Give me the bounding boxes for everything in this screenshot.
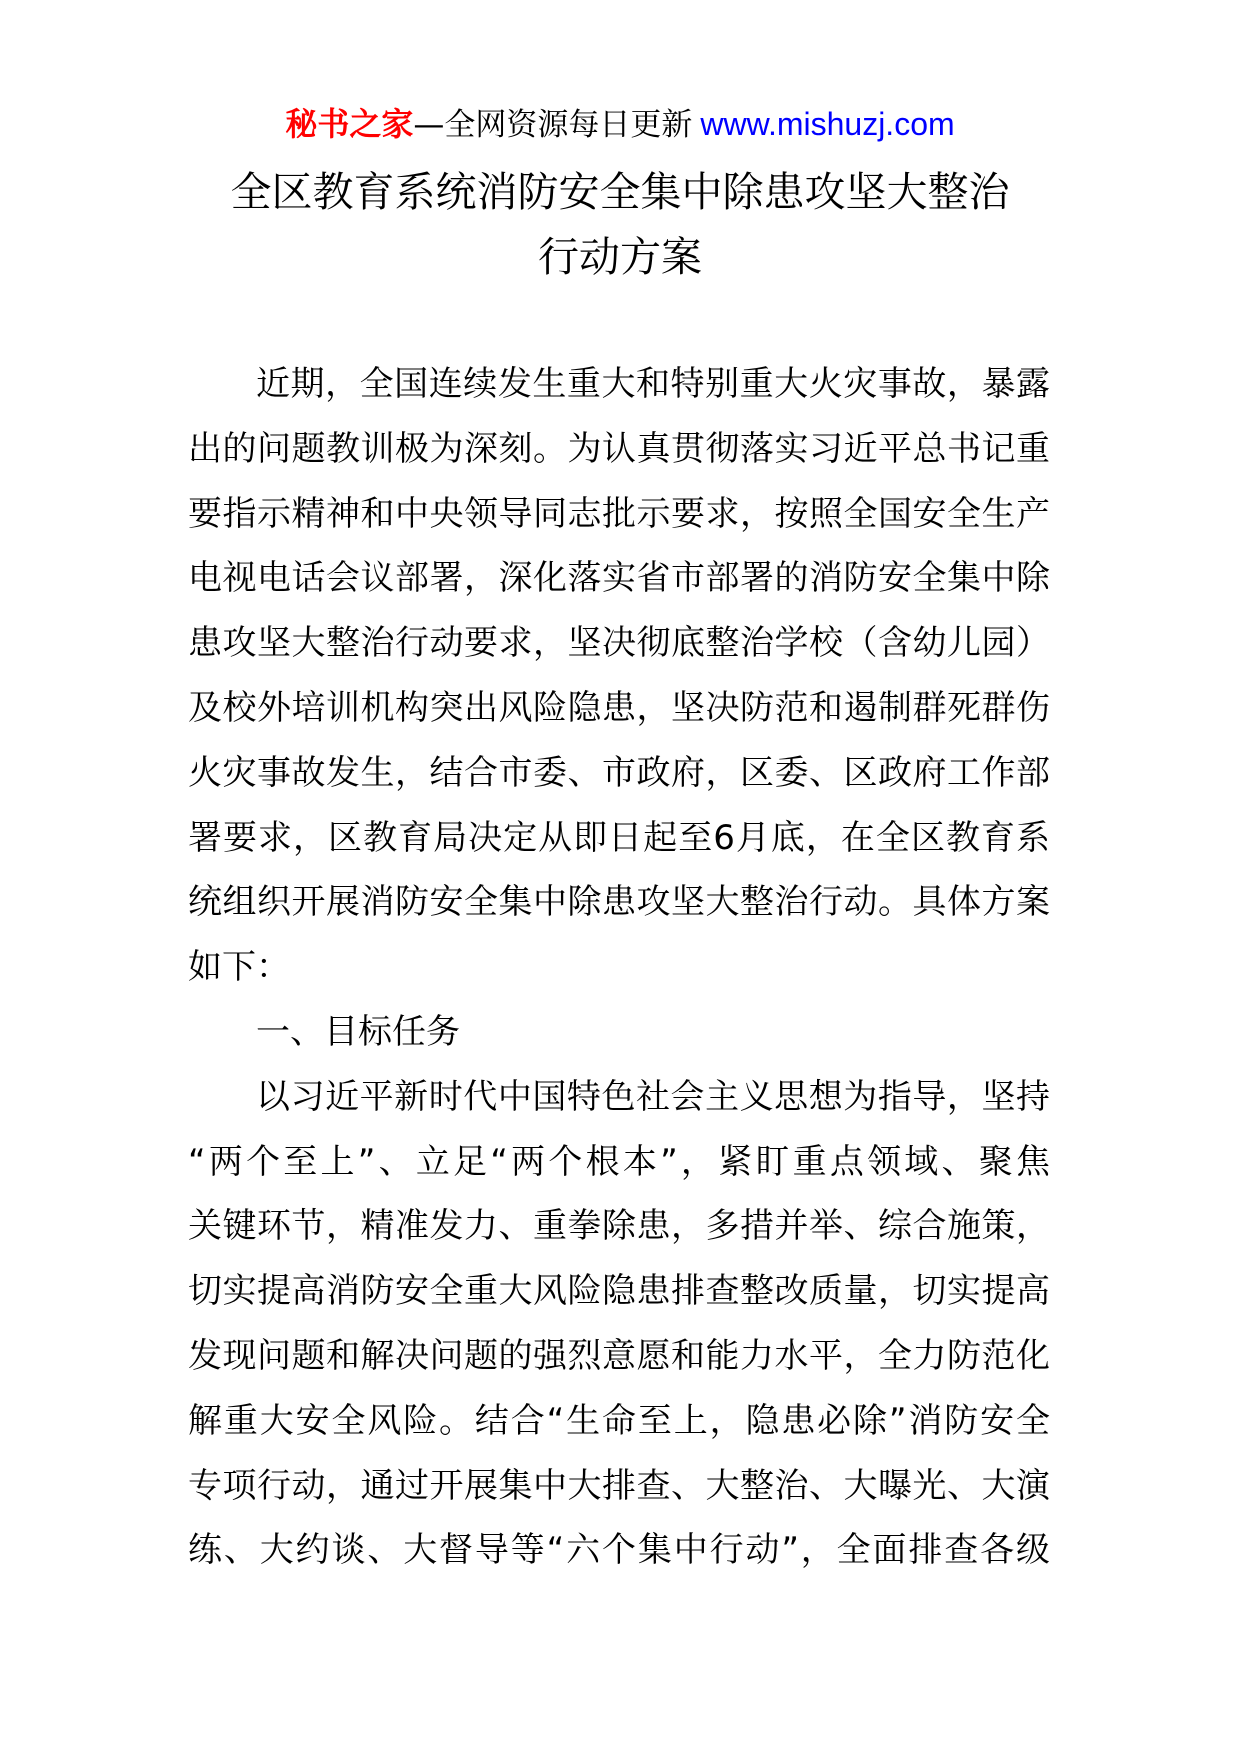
document-title (0, 160, 1240, 290)
header-tagline: —全网资源每日更新 (413, 107, 693, 143)
text-line: 患攻坚大整治行动要求，坚决彻底整治学校（含幼儿园） (188, 623, 1050, 664)
text-line: 专项行动，通过开展集中大排查、大整治、大曝光、大演 (188, 1465, 1050, 1506)
text-line: 发现问题和解决问题的强烈意愿和能力水平，全力防范化 (188, 1335, 1050, 1376)
text-line: 火灾事故发生，结合市委、市政府，区委、区政府工作部 (188, 752, 1050, 793)
intro-paragraph (188, 352, 1050, 1000)
text-line: 练、大约谈、大督导等“六个集中行动”，全面排查各级 (188, 1530, 1050, 1571)
text-line: 如下： (188, 947, 290, 988)
text-line: 切实提高消防安全重大风险隐患排查整改质量，切实提高 (188, 1271, 1050, 1312)
site-url: www.mishuzj.com (700, 106, 955, 142)
text-line: 近期，全国连续发生重大和特别重大火灾事故，暴露 (256, 364, 1050, 404)
section-heading: 一、目标任务 (256, 1011, 460, 1052)
text-line: 及校外培训机构突出风险隐患，坚决防范和遏制群死群伤 (188, 687, 1050, 728)
text-line: 关键环节，精准发力、重拳除患，多措并举、综合施策， (188, 1206, 1050, 1247)
text-line: 以习近平新时代中国特色社会主义思想为指导，坚持 (256, 1076, 1050, 1117)
document-body (188, 352, 1050, 1583)
text-line: “两个至上”、立足“两个根本”，紧盯重点领域、聚焦 (188, 1141, 1050, 1182)
site-header (0, 104, 1240, 150)
text-line: 电视电话会议部署，深化落实省市部署的消防安全集中除 (188, 558, 1050, 599)
brand-name: 秘书之家 (285, 105, 414, 143)
title-line-1: 全区教育系统消防安全集中除患攻坚大整治 (230, 168, 1010, 216)
title-line-2: 行动方案 (538, 233, 702, 281)
text-line: 解重大安全风险。结合“生命至上，隐患必除”消防安全 (188, 1400, 1050, 1441)
goals-paragraph (188, 1065, 1050, 1583)
text-line: 出的问题教训极为深刻。为认真贯彻落实习近平总书记重 (188, 428, 1050, 469)
text-line: 统组织开展消防安全集中除患攻坚大整治行动。具体方案 (188, 882, 1050, 923)
text-line: 要指示精神和中央领导同志批示要求，按照全国安全生产 (188, 493, 1050, 534)
text-line: 署要求，区教育局决定从即日起至6月底，在全区教育系 (188, 817, 1050, 858)
